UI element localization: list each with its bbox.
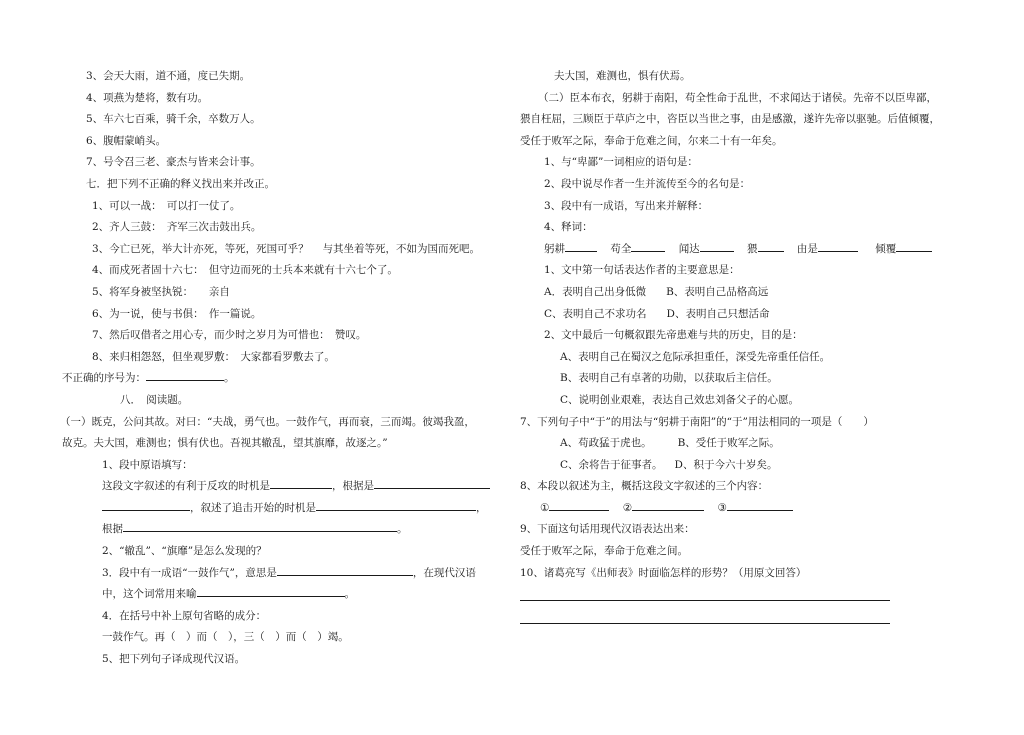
q8-blanks-row xyxy=(520,498,980,520)
question-9-prompt: 9、下面这句话用现代汉语表达出来： xyxy=(520,523,695,536)
q8-marker-1: ① xyxy=(540,501,550,514)
left-column xyxy=(62,66,512,671)
mc-1-option-b[interactable]: B、表明自己品格高远 xyxy=(666,285,769,298)
question-8-prompt: 8、本段以叙述为主，概括这段文字叙述的三个内容： xyxy=(520,480,769,493)
q8-blank-3[interactable] xyxy=(727,498,793,511)
q3-period: 。 xyxy=(344,588,355,601)
incorrect-numbers-line xyxy=(62,368,512,390)
section-7-heading: 七．把下列不正确的释义找出来并改正。 xyxy=(86,177,275,190)
answer-line-2[interactable] xyxy=(520,611,890,624)
p2-question-1: 1、与“卑鄙”一词相应的语句是： xyxy=(544,156,698,169)
q1-blank-5[interactable] xyxy=(123,519,397,532)
q3-text-b: ，在现代汉语 xyxy=(412,566,476,579)
passage-2-line-3: 受任于败军之际，奉命于危难之间，尔来二十有一年矣。 xyxy=(520,134,783,147)
question-1-line-1 xyxy=(62,476,512,498)
question-1-line-2 xyxy=(62,498,512,520)
question-2-prompt: 2、“辙乱”、“旗靡”是怎么发现的？ xyxy=(102,545,267,558)
q7-options-cd xyxy=(520,455,980,477)
definition-2: 2、齐人三鼓： 齐军三次击鼓出兵。 xyxy=(92,221,262,234)
definition-5: 5、将军身被坚执锐： 亲自 xyxy=(92,285,230,298)
q3-blank-2[interactable] xyxy=(197,584,345,597)
q8-marker-2: ② xyxy=(622,501,633,514)
question-7-prompt: 7、下列句子中“于”的用法与“躬耕于南阳”的“于”用法相同的一项是（ ） xyxy=(520,415,874,428)
translation-sentence: 夫大国，难测也，惧有伏焉。 xyxy=(554,70,691,82)
word-2-blank[interactable] xyxy=(631,239,665,252)
mc-1-option-d[interactable]: D、表明自己只想活命 xyxy=(666,307,770,320)
word-definitions-row xyxy=(520,239,980,261)
mc-2-option-c[interactable]: C、说明创业艰难，表达自己效忠刘备父子的心愿。 xyxy=(560,393,800,406)
question-3-line-1 xyxy=(62,563,512,585)
word-1: 躬耕 xyxy=(544,242,565,255)
q3-text-c: 中，这个词常用来喻 xyxy=(102,588,197,601)
mc-1-options-cd xyxy=(520,304,980,326)
q1-blank-4[interactable] xyxy=(316,498,476,511)
q7-options-ab xyxy=(520,433,980,455)
passage-2-line-1: （二）臣本布衣，躬耕于南阳，苟全性命于乱世，不求闻达于诸侯。先帝不以臣卑鄙， xyxy=(538,91,937,104)
definition-3: 3、今亡已死，举大计亦死，等死，死国可乎？ 与其坐着等死，不如为国而死吧。 xyxy=(92,242,481,255)
period-mark: 。 xyxy=(224,372,235,385)
mc-2-prompt: 2、文中最后一句概叙跟先帝患难与共的历史，目的是： xyxy=(544,329,803,342)
definition-8: 8、来归相怨怒，但坐观罗敷： 大家都看罗敷去了。 xyxy=(92,350,335,363)
p2-question-4: 4、释词： xyxy=(544,221,593,234)
q1-text-b: ，根据是 xyxy=(332,480,374,493)
mc-1-options-ab xyxy=(520,282,980,304)
word-2: 苟全 xyxy=(610,242,632,255)
question-3-line-2 xyxy=(62,584,512,606)
item-3-line: 3、会天大雨，道不通，度已失期。 xyxy=(86,70,251,82)
q7-option-a[interactable]: A、苟政猛于虎也。 xyxy=(560,437,652,450)
word-5: 由是 xyxy=(796,242,818,255)
question-9-sentence: 受任于败军之际，奉命于危难之间。 xyxy=(520,545,688,558)
q8-blank-2[interactable] xyxy=(632,498,704,511)
q1-comma: ， xyxy=(476,501,487,514)
q7-option-c[interactable]: C、余将告于征事者。 xyxy=(560,458,663,471)
item-6-line: 6、腹帽蒙峭头。 xyxy=(86,134,167,147)
q3-text-a: 3．段中有一成语“一鼓作气”，意思是 xyxy=(102,566,277,579)
answer-line-1[interactable] xyxy=(520,588,890,601)
mc-1-option-c[interactable]: C、表明自己不求功名 xyxy=(544,307,647,320)
question-5-prompt: 5、把下列句子译成现代汉语。 xyxy=(102,653,246,666)
passage-1-line-2: 故克。夫大国，难测也；惧有伏也。吾视其辙乱，望其旗靡，故逐之。” xyxy=(62,437,388,450)
p2-question-2: 2、段中说尽作者一生并流传至今的名句是： xyxy=(544,177,751,190)
question-1-prompt: 1、段中原语填写： xyxy=(102,458,193,471)
q1-period: 。 xyxy=(397,523,408,536)
q1-blank-1[interactable] xyxy=(270,476,332,489)
word-6-blank[interactable] xyxy=(896,239,932,252)
q1-text-c: ，叙述了追击开始的时机是 xyxy=(190,501,316,514)
q8-marker-3: ③ xyxy=(717,501,727,514)
p2-question-3: 3、段中有一成语，写出来并解释： xyxy=(544,199,709,212)
word-1-blank[interactable] xyxy=(565,239,597,252)
definition-1: 1、可以一战： 可以打一仗了。 xyxy=(92,199,241,212)
mc-1-prompt: 1、文中第一句话表达作者的主要意思是： xyxy=(544,264,740,277)
mc-2-option-b[interactable]: B、表明自己有卓著的功勋，以获取后主信任。 xyxy=(560,372,778,385)
definition-4: 4、而戍死者固十六七： 但守边而死的士兵本来就有十六七个了。 xyxy=(92,264,398,277)
definition-7: 7、然后叹借者之用心专，而少时之岁月为可惜也： 赞叹。 xyxy=(92,329,367,342)
item-5-line: 5、车六七百乘，骑千余，卒数万人。 xyxy=(86,113,261,126)
q1-blank-2[interactable] xyxy=(374,476,490,489)
word-5-blank[interactable] xyxy=(818,239,858,252)
mc-1-option-a[interactable]: A．表明自己出身低微 xyxy=(544,285,647,298)
passage-2-line-2: 猥自枉屈，三顾臣于草庐之中，咨臣以当世之事，由是感激，遂许先帝以驱驰。后值倾覆， xyxy=(520,113,940,126)
q1-text-d: 根据 xyxy=(102,523,123,536)
word-3-blank[interactable] xyxy=(700,239,734,252)
passage-1-line-1: （一）既克，公问其故。对曰：“夫战，勇气也。一鼓作气，再而衰，三而竭。彼竭我盈， xyxy=(60,415,475,428)
q3-blank-1[interactable] xyxy=(277,563,413,576)
item-4-line: 4、项燕为楚将，数有功。 xyxy=(86,91,209,104)
incorrect-numbers-blank[interactable] xyxy=(146,368,224,381)
word-4-blank[interactable] xyxy=(758,239,784,252)
incorrect-numbers-label: 不正确的序号为： xyxy=(62,372,146,385)
q7-option-d[interactable]: D、积于今六十岁矣。 xyxy=(674,458,778,471)
mc-2-option-a[interactable]: A、表明自己在蜀汉之危际承担重任，深受先帝重任信任。 xyxy=(560,350,831,363)
question-10-prompt: 10、诸葛亮写《出师表》时面临怎样的形势？（用原文回答） xyxy=(520,566,807,579)
definition-6: 6、为一说，使与书俱： 作一篇说。 xyxy=(92,307,262,320)
q7-option-b[interactable]: B、受任于败军之际。 xyxy=(677,437,780,450)
right-column xyxy=(520,66,980,624)
question-4-prompt: 4．在括号中补上原句省略的成分： xyxy=(102,609,267,622)
word-3: 闻达 xyxy=(678,242,700,255)
word-6: 倾覆 xyxy=(875,242,897,255)
q1-blank-3[interactable] xyxy=(102,498,190,511)
q8-blank-1[interactable] xyxy=(549,498,609,511)
question-4-fill: 一鼓作气。再（ ）而（ ），三（ ）而（ ）竭。 xyxy=(102,631,349,644)
item-7-line: 7、号令召三老、豪杰与皆来会计事。 xyxy=(86,156,261,169)
word-4: 猥 xyxy=(747,242,758,255)
section-8-heading: 八． 阅读题。 xyxy=(120,393,189,406)
q1-text-a: 这段文字叙述的有利于反攻的时机是 xyxy=(102,480,270,493)
question-1-line-3 xyxy=(62,519,512,541)
